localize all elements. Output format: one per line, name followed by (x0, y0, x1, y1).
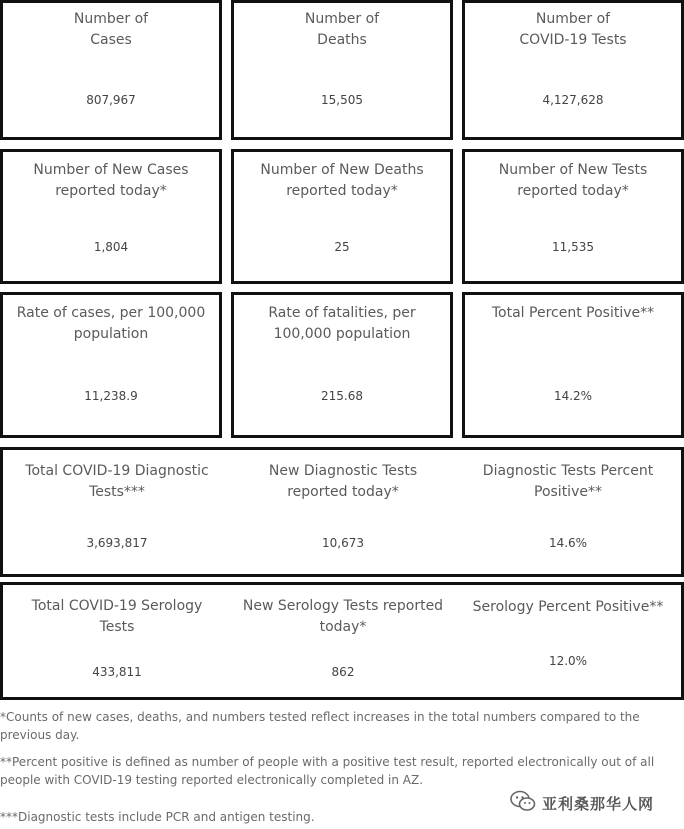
card-value: 215.68 (321, 389, 363, 403)
card-label: Serology Percent Positive** (472, 599, 664, 615)
card-fatality-rate (231, 292, 453, 438)
card-value: 14.6% (548, 536, 588, 550)
card-new-tests (462, 149, 684, 284)
card-value: 1,804 (93, 240, 129, 254)
card-value: 4,127,628 (542, 93, 604, 107)
card-label: Total COVID-19 Serology Tests (31, 598, 203, 635)
card-label: New Serology Tests reported today* (242, 598, 444, 635)
card-label: Rate of cases, per 100,000 population (16, 305, 206, 342)
card-label: Number of Cases (73, 11, 149, 48)
card-number-of-cases (0, 0, 222, 140)
serology-percent-positive (455, 585, 681, 697)
footnote-diagnostic-tests: ***Diagnostic tests include PCR and antigen testing. (0, 810, 315, 824)
card-new-deaths (231, 149, 453, 284)
footnote-new-counts: *Counts of new cases, deaths, and numbers tested reflect increases in the total numbers compared to the previous day. (0, 710, 640, 742)
card-value: 25 (334, 240, 350, 254)
serology-total-tests (3, 585, 231, 697)
card-case-rate (0, 292, 222, 438)
card-value: 11,535 (552, 240, 594, 254)
card-value: 11,238.9 (84, 389, 138, 403)
watermark (510, 790, 654, 816)
diagnostic-tests-panel (0, 447, 684, 577)
card-label: Number of New Deaths reported today* (260, 162, 424, 199)
diagnostic-new-tests (231, 450, 455, 574)
card-value: 3,693,817 (86, 536, 148, 550)
card-label: New Diagnostic Tests reported today* (268, 463, 418, 500)
card-value: 807,967 (86, 93, 136, 107)
card-label: Rate of fatalities, per 100,000 population (268, 305, 416, 342)
card-total-percent-positive (462, 292, 684, 438)
serology-new-tests (231, 585, 455, 697)
card-new-cases (0, 149, 222, 284)
card-label: Total COVID-19 Diagnostic Tests*** (25, 463, 209, 500)
card-value: 10,673 (322, 536, 364, 550)
card-label: Number of New Tests reported today* (498, 162, 648, 199)
card-label: Number of Deaths (304, 11, 380, 48)
card-value: 862 (331, 665, 355, 679)
card-label: Total Percent Positive** (491, 305, 655, 321)
wechat-icon (510, 790, 536, 816)
card-label: Number of COVID-19 Tests (519, 11, 627, 48)
card-value: 15,505 (321, 93, 363, 107)
serology-tests-panel (0, 582, 684, 700)
card-number-of-tests (462, 0, 684, 140)
card-label: Number of New Cases reported today* (33, 162, 189, 199)
diagnostic-percent-positive (455, 450, 681, 574)
card-value: 14.2% (553, 389, 593, 403)
card-number-of-deaths (231, 0, 453, 140)
card-value: 433,811 (92, 665, 142, 679)
diagnostic-total-tests (3, 450, 231, 574)
card-label: Diagnostic Tests Percent Positive** (482, 463, 654, 500)
watermark-text: 亚利桑那华人网 (542, 794, 655, 813)
card-value: 12.0% (548, 654, 588, 668)
footnote-percent-positive: **Percent positive is defined as number of people with a positive test result, reported electronically out of all people with COVID-19 testing reported electronically completed in AZ. (0, 755, 655, 787)
